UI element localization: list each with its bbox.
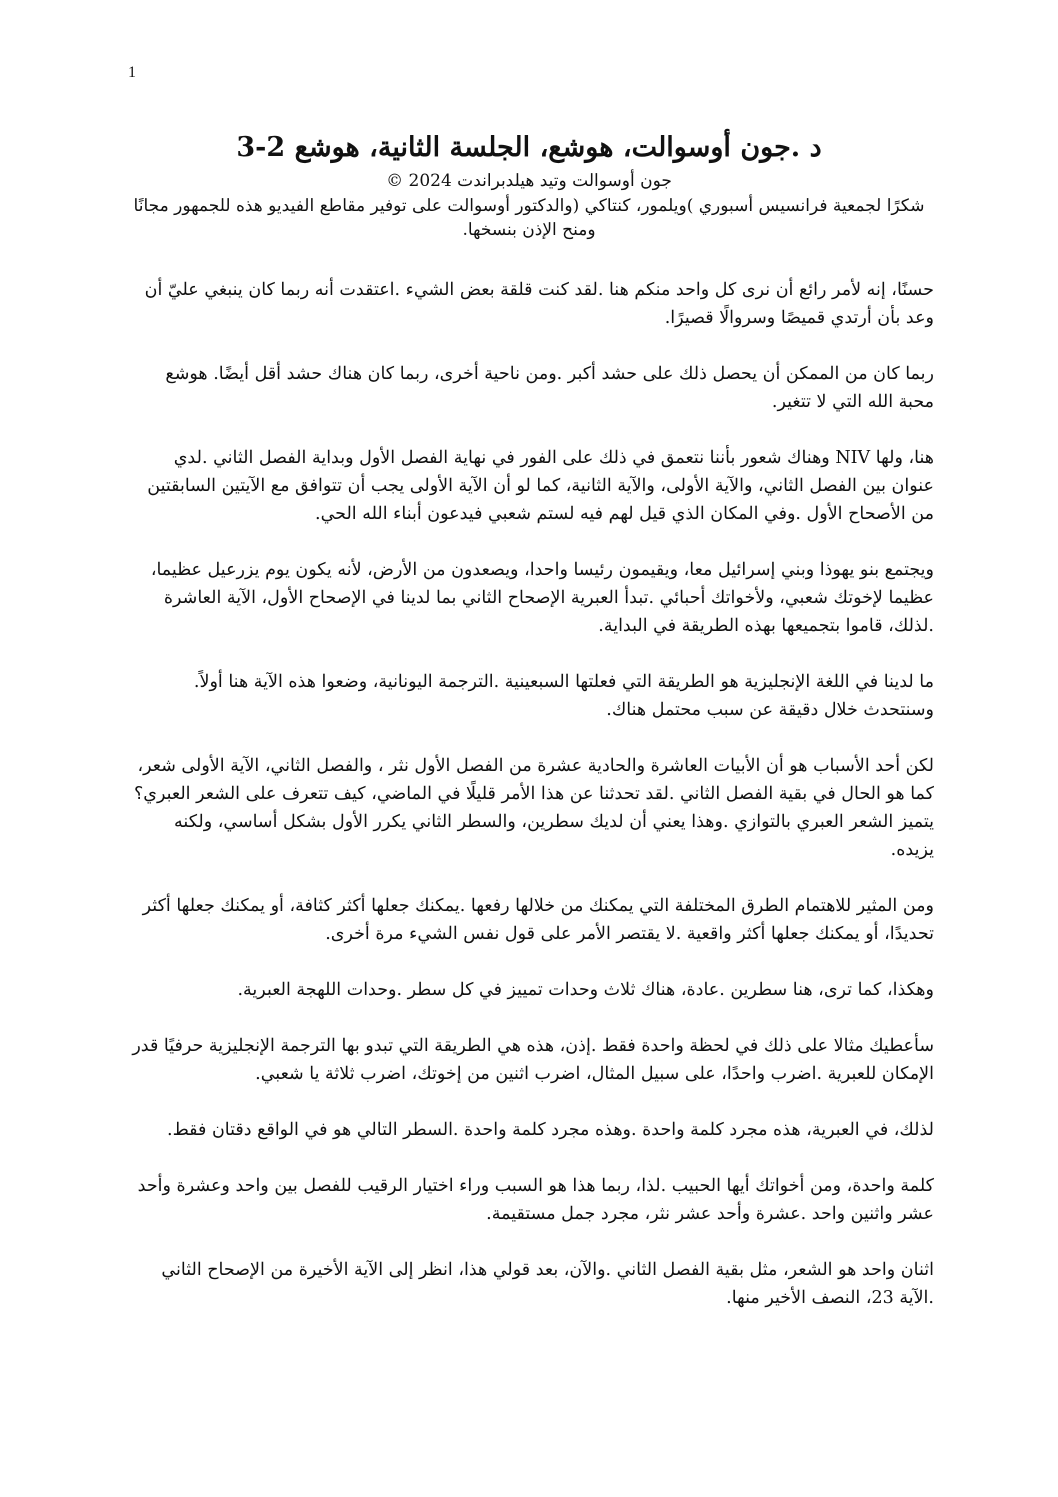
- copyright-line: جون أوسوالت وتيد هيلدبراندت 2024 ©: [386, 171, 672, 192]
- paragraph: اثنان واحد هو الشعر، مثل بقية الفصل الثاني .والآن، بعد قولي هذا، انظر إلى الآية الأخيرة من الإصحاح الثاني .الآية 23، النصف الأخير منها.: [161, 1260, 934, 1308]
- page-number: 1: [128, 64, 136, 81]
- paragraph: ما لدينا في اللغة الإنجليزية هو الطريقة التي فعلتها السبعينية .الترجمة اليونانية، وضعوا هذه الآية هنا أولاً. وسنتحدث خلال دقيقة عن سبب محتمل هناك.: [193, 672, 934, 720]
- paragraph: ويجتمع بنو يهوذا وبني إسرائيل معا، ويقيمون رئيسا واحدا، ويصعدون من الأرض، لأنه يكون يوم يزرعيل عظيما، عظيما لإخوتك شعبي، ولأخواتك أحبائي .تبدأ العبرية الإصحاح الثاني بما لدينا في الإصحاح الأول، الآية العاشرة .لذلك، قاموا بتجميعها بهذه الطريقة في البداية.: [150, 560, 934, 636]
- document-body: [132, 276, 934, 1340]
- paragraph: ربما كان من الممكن أن يحصل ذلك على حشد أكبر .ومن ناحية أخرى، ربما كان هناك حشد أقل أيضًا. هوشع محبة الله التي لا تتغير.: [165, 364, 934, 412]
- paragraph: حسنًا، إنه لأمر رائع أن نرى كل واحد منكم هنا .لقد كنت قلقة بعض الشيء .اعتقدت أنه ربما كان ينبغي عليّ أن وعد بأن أرتدي قميصًا وسروالًا قصيرًا.: [144, 280, 934, 328]
- paragraph: ومن المثير للاهتمام الطرق المختلفة التي يمكنك من خلالها رفعها .يمكنك جعلها أكثر كثافة، أو يمكنك جعلها أكثر تحديدًا، أو يمكنك جعلها أكثر واقعية .لا يقتصر الأمر على قول نفس الشيء مرة أخرى.: [142, 896, 934, 944]
- paragraph: هنا، ولها NIV وهناك شعور بأننا نتعمق في ذلك على الفور في نهاية الفصل الأول وبداية الفصل الثاني .لدي عنوان بين الفصل الثاني، والآية الأولى، والآية الثانية، كما لو أن الآية الأولى يجب أن تتوافق مع الآيتين السابقتين من الأصحاح الأول .وفي المكان الذي قيل لهم فيه لستم شعبي فيدعون أبناء الله الحي.: [147, 448, 934, 524]
- paragraph: لكن أحد الأسباب هو أن الأبيات العاشرة والحادية عشرة من الفصل الأول نثر ، والفصل الثاني، الآية الأولى شعر، كما هو الحال في بقية الفصل الثاني .لقد تحدثنا عن هذا الأمر قليلًا في الماضي، كيف تتعرف على الشعر العبري؟ يتميز الشعر العبري بالتوازي .وهذا يعني أن لديك سطرين، والسطر الثاني يكرر الأول بشكل أساسي، ولكنه يزيده.: [133, 756, 934, 860]
- paragraph: كلمة واحدة، ومن أخواتك أيها الحبيب .لذا، ربما هذا هو السبب وراء اختيار الرقيب للفصل بين واحد وعشرة وأحد عشر واثنين واحد .عشرة وأحد عشر نثر، مجرد جمل مستقيمة.: [137, 1176, 934, 1224]
- paragraph: سأعطيك مثالا على ذلك في لحظة واحدة فقط .إذن، هذه هي الطريقة التي تبدو بها الترجمة الإنجليزية حرفيًا قدر الإمكان للعبرية .اضرب واحدًا، على سبيل المثال، اضرب اثنين من إخوتك، اضرب ثلاثة يا شعبي.: [132, 1036, 934, 1084]
- document-header: [120, 130, 938, 243]
- document-title: د .جون أوسوالت، هوشع، الجلسة الثانية، هوشع 2-3: [236, 132, 822, 163]
- acknowledgement-line: شكرًا لجمعية فرانسيس أسبوري )ويلمور، كنتاكي (والدكتور أوسوالت على توفير مقاطع الفيديو هذه للجمهور مجانًا ومنح الإذن بنسخها.: [133, 195, 925, 241]
- paragraph: لذلك، في العبرية، هذه مجرد كلمة واحدة .وهذه مجرد كلمة واحدة .السطر التالي هو في الواقع دقتان فقط.: [167, 1120, 934, 1140]
- paragraph: وهكذا، كما ترى، هنا سطرين .عادة، هناك ثلاث وحدات تمييز في كل سطر .وحدات اللهجة العبرية.: [237, 980, 934, 1000]
